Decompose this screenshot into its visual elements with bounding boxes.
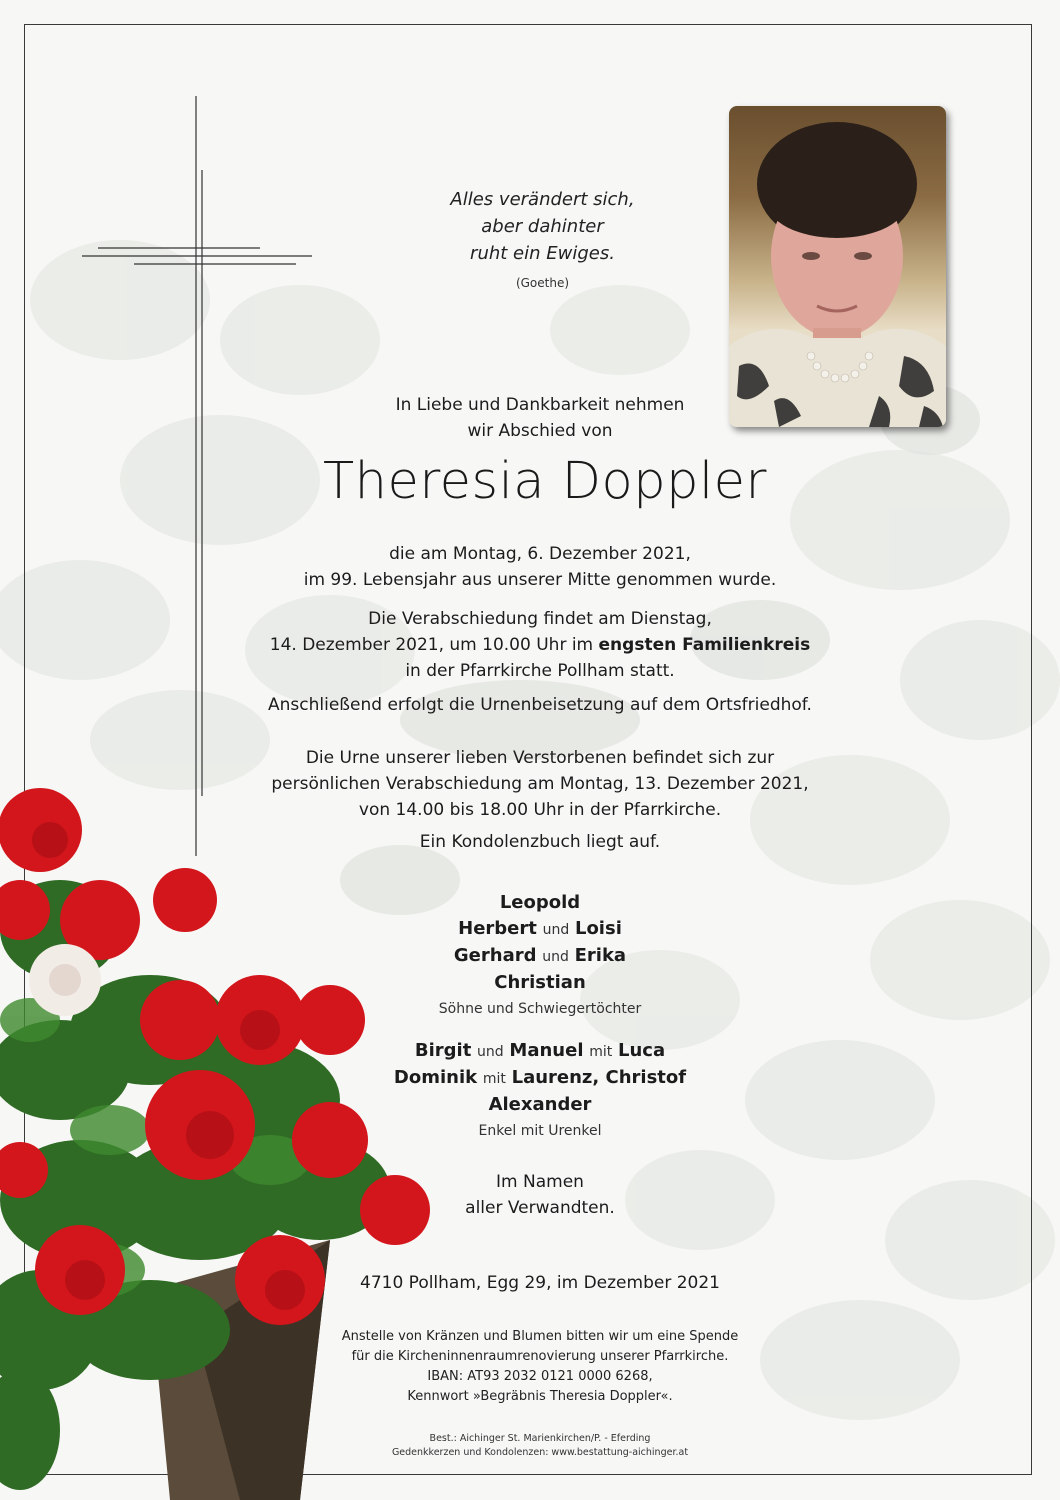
- urn-line: Ein Kondolenzbuch liegt auf.: [419, 832, 661, 852]
- donation-line: Anstelle von Kränzen und Blumen bitten wir um eine Spende: [341, 1329, 739, 1344]
- farewell-emphasis: engsten Familienkreis: [598, 635, 811, 655]
- family-label: Enkel mit Urenkel: [478, 1123, 602, 1139]
- death-line: die am Montag, 6. Dezember 2021,: [389, 544, 691, 564]
- footer-line: Best.: Aichinger St. Marienkirchen/P. - Eferding: [429, 1433, 651, 1444]
- family-connector: mit: [589, 1044, 613, 1060]
- family-name: Christian: [494, 972, 586, 993]
- quote: [400, 186, 685, 267]
- quote-line: aber dahinter: [481, 216, 604, 237]
- urn-line: von 14.00 bis 18.00 Uhr in der Pfarrkirche.: [358, 800, 722, 820]
- family-name: Birgit: [414, 1040, 472, 1061]
- family-connector: und: [542, 949, 569, 965]
- farewell-line: Die Verabschiedung findet am Dienstag,: [368, 609, 712, 629]
- donation-line: für die Kircheninnenraumrenovierung unserer Pfarrkirche.: [351, 1349, 729, 1364]
- family-connector: und: [477, 1044, 504, 1060]
- donation-line: IBAN: AT93 2032 0121 0000 6268,: [427, 1369, 653, 1384]
- place-date: 4710 Pollham, Egg 29, im Dezember 2021: [360, 1273, 720, 1293]
- intro-text: [330, 392, 750, 444]
- family-label: Söhne und Schwiegertöchter: [438, 1001, 642, 1017]
- closing-line: Im Namen: [496, 1172, 584, 1192]
- family-connector: mit: [482, 1071, 506, 1087]
- urn-line: Die Urne unserer lieben Verstorbenen befindet sich zur: [305, 748, 775, 768]
- geranium-flowers-illustration: [0, 770, 460, 1500]
- footer-line: Gedenkkerzen und Kondolenzen: www.bestattung-aichinger.at: [391, 1447, 689, 1458]
- quote-author: (Goethe): [515, 276, 570, 290]
- death-paragraph: [240, 541, 840, 593]
- farewell-date-text: 14. Dezember 2021, um 10.00 Uhr im: [269, 635, 599, 655]
- deceased-name: Theresia Doppler: [322, 452, 767, 511]
- family-name: Leopold: [499, 892, 581, 913]
- death-line: im 99. Lebensjahr aus unserer Mitte genommen wurde.: [303, 570, 777, 590]
- farewell-line: [240, 632, 840, 658]
- family-name: Gerhard: [453, 945, 537, 966]
- family-name: Laurenz, Christof: [511, 1067, 687, 1088]
- family-name: Manuel: [509, 1040, 584, 1061]
- family-name: Luca: [618, 1040, 666, 1061]
- family-name: Loisi: [574, 918, 622, 939]
- portrait-illustration: [729, 106, 946, 427]
- quote-line: Alles verändert sich,: [450, 189, 635, 210]
- farewell-line: in der Pfarrkirche Pollham statt.: [405, 661, 675, 681]
- family-name: Erika: [574, 945, 627, 966]
- intro-line: In Liebe und Dankbarkeit nehmen: [395, 395, 685, 415]
- family-name: Dominik: [393, 1067, 478, 1088]
- family-connector: und: [542, 922, 570, 938]
- farewell-paragraph: [240, 606, 840, 684]
- donation-line: Kennwort »Begräbnis Theresia Doppler«.: [407, 1389, 673, 1404]
- family-name: Herbert: [458, 918, 537, 939]
- burial-paragraph: [240, 692, 840, 718]
- burial-line: Anschließend erfolgt die Urnenbeisetzung auf dem Ortsfriedhof.: [268, 695, 812, 715]
- urn-line: persönlichen Verabschiedung am Montag, 13. Dezember 2021,: [271, 774, 809, 794]
- quote-line: ruht ein Ewiges.: [470, 243, 615, 264]
- portrait-photo: [729, 106, 946, 427]
- closing-line: aller Verwandten.: [465, 1198, 615, 1218]
- intro-line: wir Abschied von: [467, 421, 613, 441]
- family-name: Alexander: [488, 1094, 592, 1115]
